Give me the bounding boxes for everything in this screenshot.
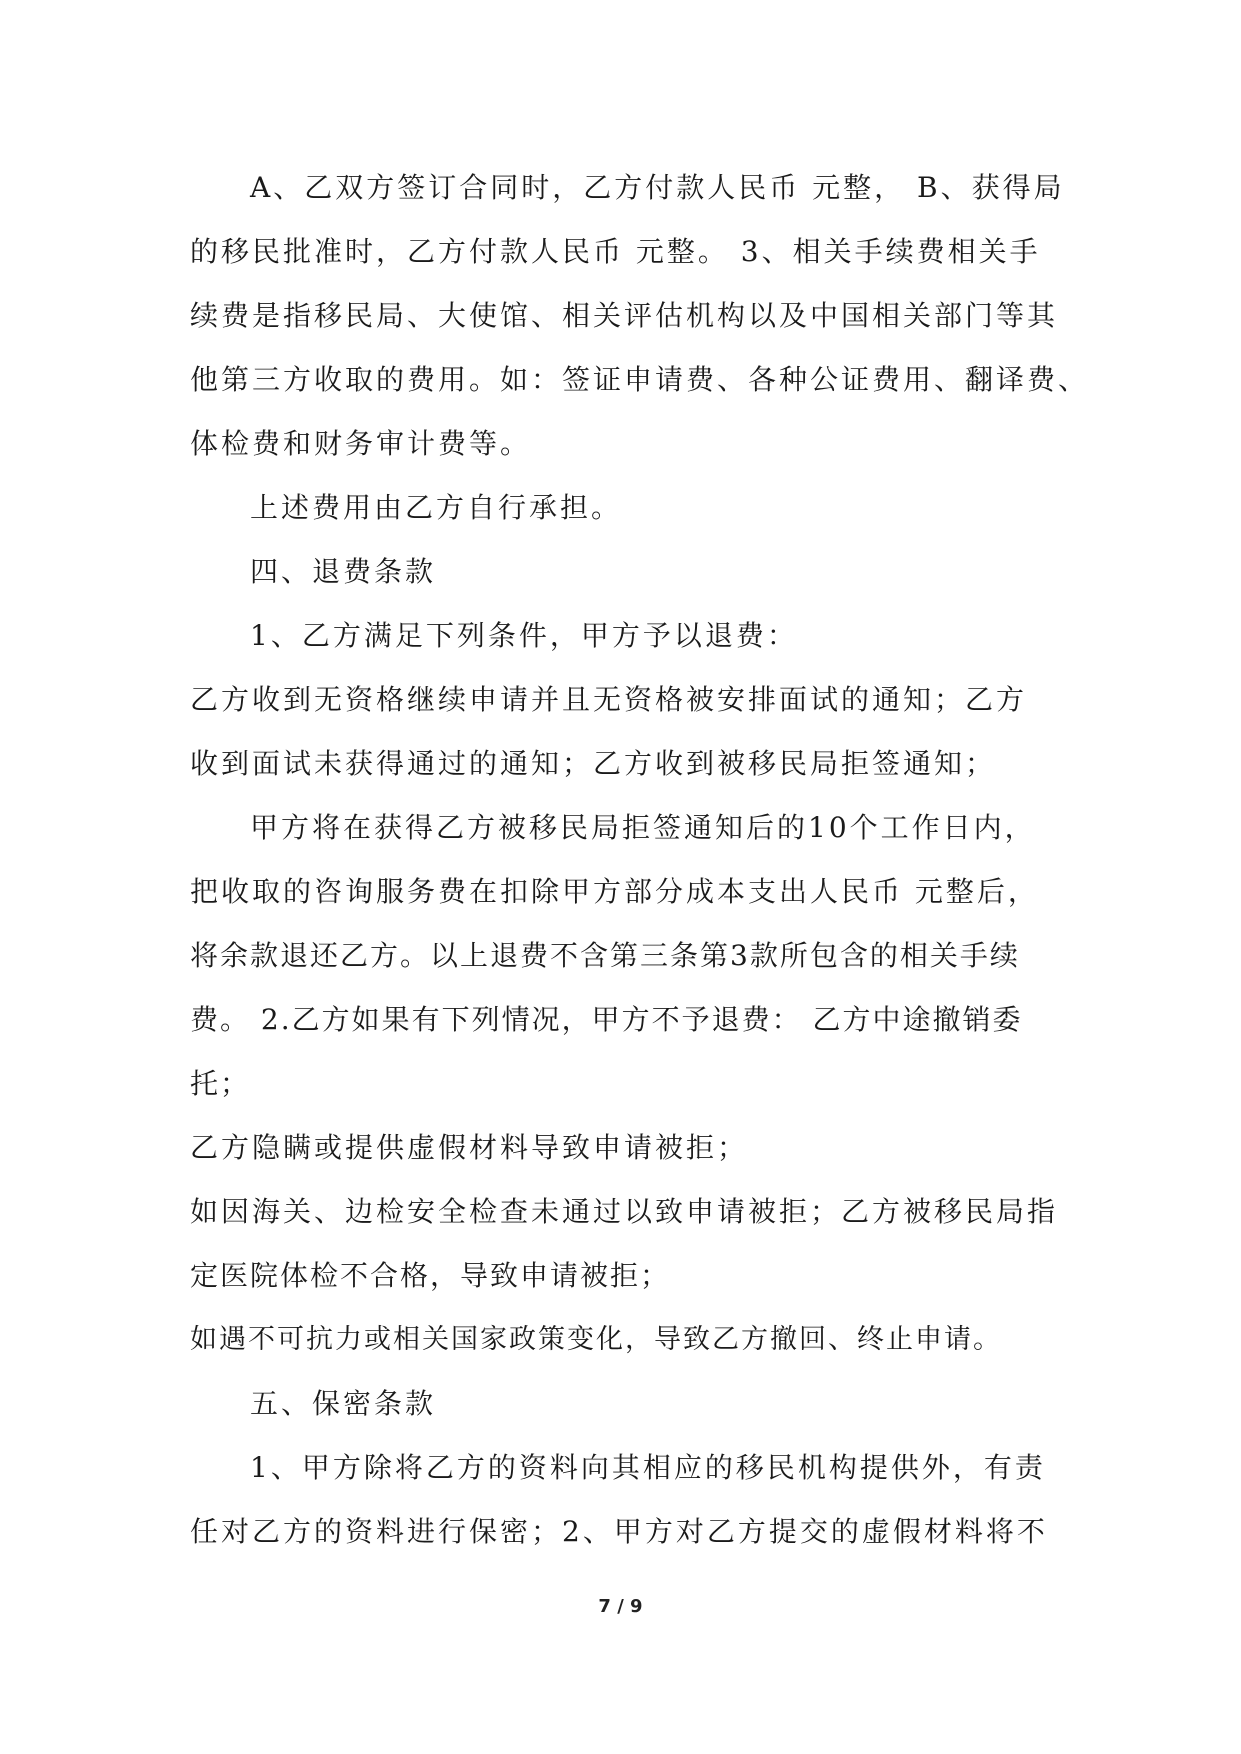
text-line: 费。 2.乙方如果有下列情况，甲方不予退费： 乙方中途撤销委 xyxy=(190,1003,1023,1036)
page-number: 7 / 9 xyxy=(598,1596,643,1617)
text-line: 上述费用由乙方自行承担。 xyxy=(250,491,623,524)
text-line: 的移民批准时，乙方付款人民币 元整。 3、相关手续费相关手 xyxy=(190,235,1041,268)
text-line: 体检费和财务审计费等。 xyxy=(190,427,532,460)
text-line: 托； xyxy=(190,1067,251,1100)
text-line: 把收取的咨询服务费在扣除甲方部分成本支出人民币 元整后， xyxy=(190,875,1039,908)
text-line: 任对乙方的资料进行保密；2、甲方对乙方提交的虚假材料将不 xyxy=(190,1515,1048,1548)
text-line: 乙方收到无资格继续申请并且无资格被安排面试的通知；乙方 xyxy=(190,683,1028,716)
text-line: A、乙双方签订合同时，乙方付款人民币 元整， B、获得局 xyxy=(250,171,1065,204)
text-line: 续费是指移民局、大使馆、相关评估机构以及中国相关部门等其 xyxy=(190,299,1059,332)
text-line: 1、乙方满足下列条件，甲方予以退费： xyxy=(250,619,798,652)
text-line: 1、甲方除将乙方的资料向其相应的移民机构提供外，有责 xyxy=(250,1451,1046,1484)
text-line: 甲方将在获得乙方被移民局拒签通知后的10个工作日内， xyxy=(250,811,1036,844)
text-line: 将余款退还乙方。以上退费不含第三条第3款所包含的相关手续 xyxy=(190,939,1020,972)
text-line: 如因海关、边检安全检查未通过以致申请被拒；乙方被移民局指 xyxy=(190,1195,1059,1228)
text-line: 定医院体检不合格，导致申请被拒； xyxy=(190,1259,671,1292)
section-heading: 五、保密条款 xyxy=(250,1387,437,1420)
text-line: 如遇不可抗力或相关国家政策变化，导致乙方撤回、终止申请。 xyxy=(190,1324,1002,1355)
section-heading: 四、退费条款 xyxy=(250,555,437,588)
text-line: 他第三方收取的费用。如：签证申请费、各种公证费用、翻译费、 xyxy=(190,363,1090,396)
text-line: 收到面试未获得通过的通知；乙方收到被移民局拒签通知； xyxy=(190,747,997,780)
text-line: 乙方隐瞒或提供虚假材料导致申请被拒； xyxy=(190,1131,749,1164)
